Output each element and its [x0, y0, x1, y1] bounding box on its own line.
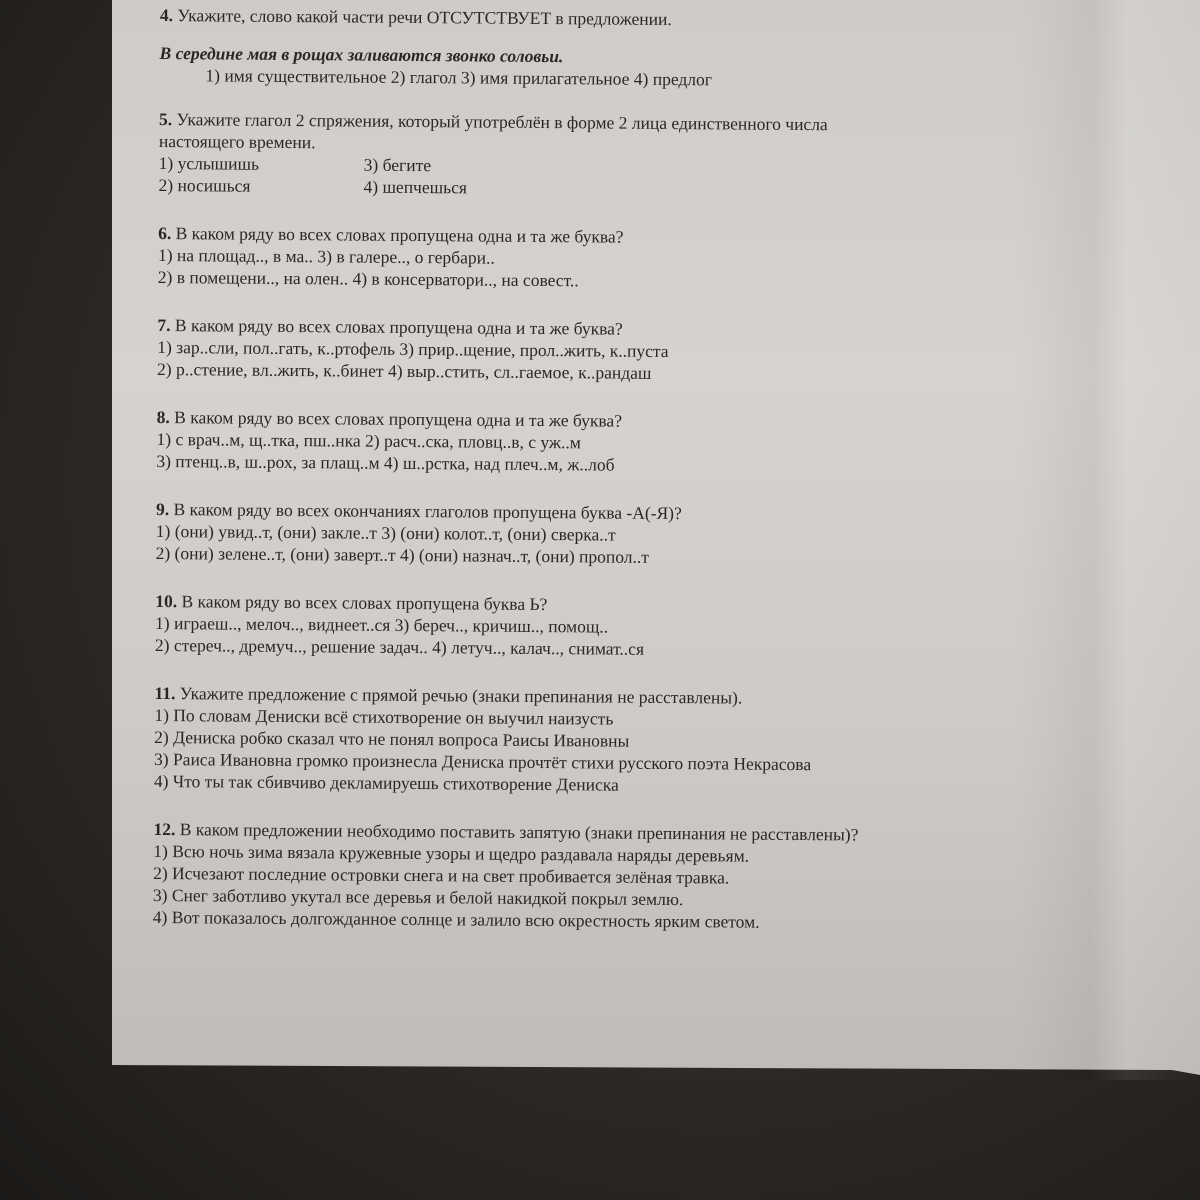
question-6-number: 6. [158, 222, 172, 244]
question-9-text: В каком ряду во всех окончаниях глаголов пропущена буква -А(-Я)? [173, 499, 682, 524]
question-5-text-line1: Укажите глагол 2 спряжения, который употреблён в форме 2 лица единственного числа [176, 109, 828, 135]
question-11-text: Укажите предложение с прямой речью (знаки препинания не расставлены). [179, 683, 743, 708]
question-7-number: 7. [157, 314, 171, 336]
question-4-title [160, 4, 1040, 33]
question-7-text: В каком ряду во всех словах пропущена одна и та же буква? [174, 315, 623, 339]
question-9-options-line1: 1) (они) увид..т, (они) закле..т 3) (они) колот..т, (они) сверка..т [155, 520, 616, 545]
question-10-text: В каком ряду во всех словах пропущена буква Ь? [181, 591, 548, 615]
question-4-options: 1) имя существительное 2) глагол 3) имя прилагательное 4) предлог [205, 65, 713, 90]
question-12-option-2: 2) Исчезают последние островки снега и на свет пробивается зелёная травка. [153, 862, 730, 888]
question-5-text-line2: настоящего времени. [158, 130, 316, 153]
question-8-text: В каком ряду во всех словах пропущена одна и та же буква? [174, 407, 623, 431]
question-9-number: 9. [155, 498, 170, 520]
question-12-option-4: 4) Вот показалось долгожданное солнце и залило всю окрестность ярким светом. [152, 906, 760, 932]
question-12-option-3: 3) Снег заботливо укутал все деревья и белой накидкой покрыл землю. [152, 884, 684, 910]
question-12-number: 12. [153, 818, 176, 840]
question-5-option-4: 4) шепчешься [363, 176, 468, 198]
question-9-options-line2: 2) (они) зелене..т, (они) заверт..т 4) (они) назнач..т, (они) пропол..т [155, 542, 650, 567]
question-12-option-1: 1) Всю ночь зима вязала кружевные узоры и щедро раздавала наряды деревьям. [153, 840, 750, 866]
question-11-number: 11. [154, 682, 176, 704]
question-6-options-line2: 2) в помещени.., на олен.. 4) в консерватори.., на совест.. [157, 266, 579, 291]
question-11-option-4: 4) Что ты так сбивчиво декламируешь стихотворение Дениска [153, 770, 619, 795]
question-12-text: В каком предложении необходимо поставить запятую (знаки препинания не расставлены)? [179, 819, 859, 845]
question-6-text: В каком ряду во всех словах пропущена одна и та же буква? [175, 223, 624, 247]
question-11-option-2: 2) Дениска робко сказал что не понял вопроса Раисы Ивановны [154, 726, 630, 751]
question-4-text: Укажите, слово какой части речи ОТСУТСТВУЕТ в предложении. [177, 5, 672, 30]
question-11-option-3: 3) Раиса Ивановна громко произнесла Дениска прочтёт стихи русского поэта Некрасова [153, 748, 812, 775]
question-5-number: 5. [158, 108, 173, 130]
question-11-option-1: 1) По словам Дениски всё стихотворение он выучил наизусть [154, 704, 614, 729]
question-8-options-line2: 3) птенц..в, ш..рох, за плащ..м 4) ш..рстка, над плеч..м, ж..лоб [156, 450, 615, 475]
question-8-options-line1: 1) с врач..м, щ..тка, пш..нка 2) расч..ска, пловц..в, с уж..м [156, 428, 581, 453]
question-7-options-line2: 2) р..стение, вл..жить, к..бинет 4) выр..стить, сл..гаемое, к..рандаш [157, 358, 652, 383]
worksheet-text [153, 0, 1040, 935]
question-4-sentence: В середине мая в рощах заливаются звонко соловьи. [159, 42, 564, 67]
question-8-number: 8. [156, 406, 170, 428]
question-5-option-2: 2) носишься [158, 174, 251, 196]
question-10-options-line1: 1) играеш.., мелоч.., виднеет..ся 3) береч.., кричиш.., помощ.. [155, 612, 609, 637]
question-5-option-1: 1) услышишь [158, 152, 260, 174]
question-7-options-line1: 1) зар..сли, пол..гать, к..ртофель 3) прир..щение, прол..жить, к..пуста [157, 336, 669, 362]
question-10-number: 10. [155, 590, 178, 612]
question-10-options-line2: 2) стереч.., дремуч.., решение задач.. 4) летуч.., калач.., снимат..ся [154, 634, 645, 659]
question-4-number: 4. [159, 4, 174, 26]
question-5-option-3: 3) бегите [363, 154, 432, 176]
question-6-options-line1: 1) на площад.., в ма.. 3) в галере.., о гербари.. [157, 244, 495, 268]
